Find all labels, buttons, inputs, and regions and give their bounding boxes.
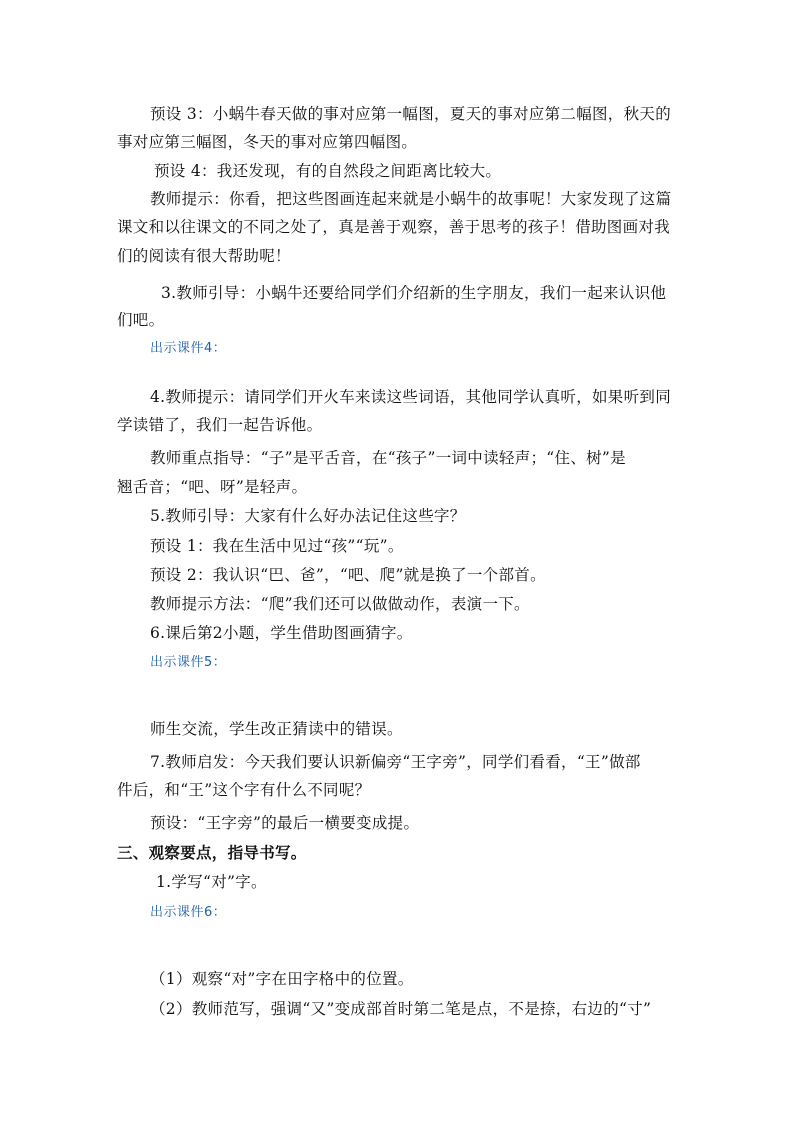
text-line: 预设 1：我在生活中见过“孩”“玩”。	[150, 537, 404, 555]
text-line: 们吧。	[117, 311, 165, 329]
section-heading: 三、观察要点，指导书写。	[117, 843, 307, 862]
text-line: 3.教师引导：小蜗牛还要给同学们介绍新的生字朋友，我们一起来认识他	[161, 284, 667, 302]
text-line: 预设 3：小蜗牛春天做的事对应第一幅图，夏天的事对应第二幅图，秋天的	[150, 105, 671, 123]
text-line: 教师重点指导：“子”是平舌音，在“孩子”一词中读轻声；“住、树”是	[150, 449, 626, 467]
text-line: 7.教师启发：今天我们要认识新偏旁“王字旁”，同学们看看，“王”做部	[150, 753, 641, 771]
text-line: 4.教师提示：请同学们开火车来读这些词语，其他同学认真听，如果听到同	[150, 388, 671, 406]
text-line: 事对应第三幅图，冬天的事对应第四幅图。	[117, 133, 418, 151]
text-line: 们的阅读有很大帮助呢！	[117, 247, 291, 265]
text-line: 1.学写“对”字。	[156, 873, 267, 891]
text-line: 预设 2：我认识“巴、爸”，“吧、爬”就是换了一个部首。	[150, 566, 546, 584]
text-line: 件后，和“王”这个字有什么不同呢？	[117, 781, 371, 799]
text-line: 课文和以往课文的不同之处了，真是善于观察，善于思考的孩子！借助图画对我	[117, 218, 671, 236]
text-line: 教师提示方法：“爬”我们还可以做做动作，表演一下。	[150, 595, 530, 613]
text-line: （2）教师范写，强调“又”变成部首时第二笔是点，不是捺，右边的“寸”	[150, 1000, 652, 1018]
courseware-label: 出示课件4：	[150, 341, 227, 356]
text-line: 6.课后第2小题，学生借助图画猜字。	[150, 624, 413, 642]
text-line: 翘舌音；“吧、呀”是轻声。	[117, 478, 308, 496]
text-line: 教师提示：你看，把这些图画连起来就是小蜗牛的故事呢！大家发现了这篇	[150, 190, 672, 208]
courseware-label: 出示课件6：	[150, 905, 227, 920]
text-line: 5.教师引导：大家有什么好办法记住这些字？	[150, 507, 466, 525]
text-line: 预设：“王字旁”的最后一横要变成提。	[150, 814, 420, 832]
text-line: （1）观察“对”字在田字格中的位置。	[150, 970, 414, 988]
courseware-label: 出示课件5：	[150, 655, 227, 670]
text-line: 学读错了，我们一起告诉他。	[117, 416, 323, 434]
text-line: 师生交流，学生改正猜读中的错误。	[150, 720, 403, 738]
text-line: 预设 4：我还发现，有的自然段之间距离比较大。	[154, 162, 502, 180]
